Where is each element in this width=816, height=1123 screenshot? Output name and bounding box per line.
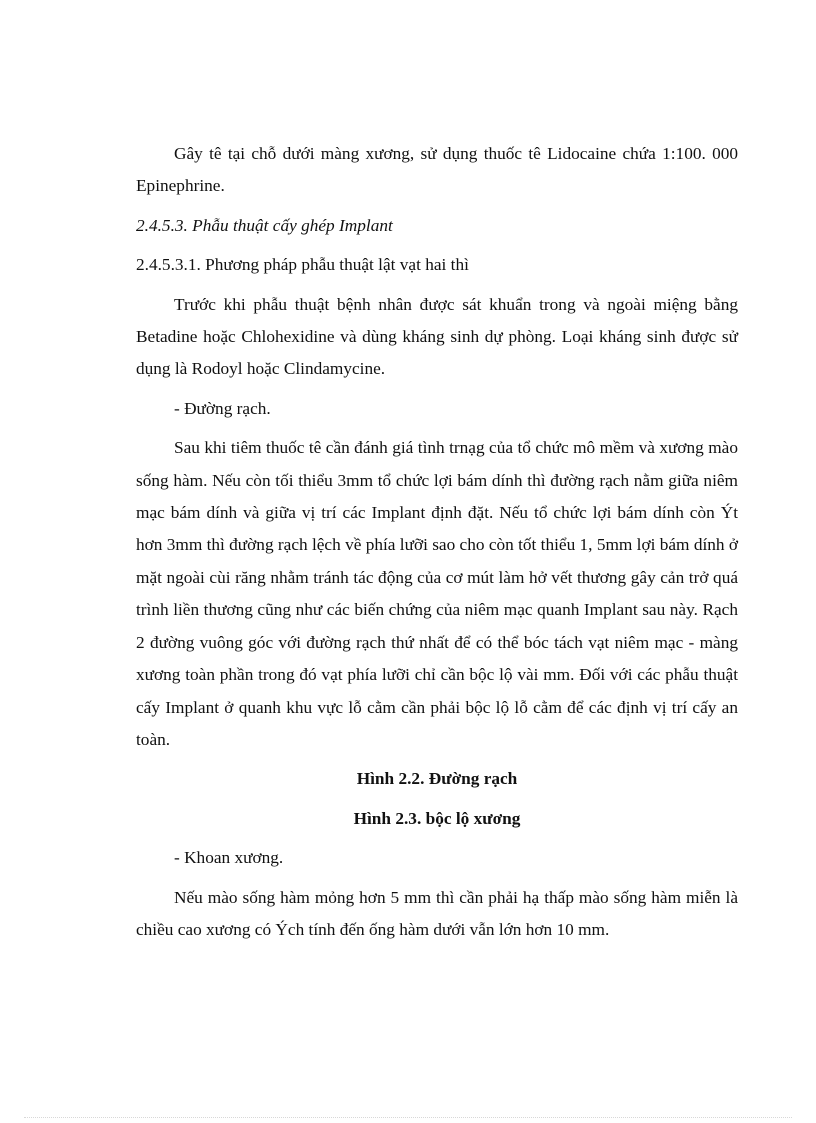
- list-item-incision: - Đường rạch.: [174, 398, 271, 418]
- figure-caption-2-2: Hình 2.2. Đường rạch: [356, 769, 518, 789]
- page-bottom-divider: [24, 1117, 792, 1118]
- list-item-drilling: - Khoan xương.: [174, 848, 284, 868]
- subsection-heading: 2.4.5.3.1. Phương pháp phẫu thuật lật vạt hai thì: [136, 255, 469, 275]
- paragraph-incision: Sau khi tiêm thuốc tê cần đánh giá tình trnạg của tổ chức mô mềm và xương mào sống hàm. Nếu còn tối thiểu 3mm tổ chức lợi bám dính thì đường rạch nằm giữa niêm mạc bám dính và giữa vị trí các Implant định đặt. Nếu tổ chức lợi bám dính còn Ýt hơn 3mm thì đường rạch lệch về phía lưỡi sao cho còn tốt thiểu 1, 5mm lợi bám dính ở mặt ngoài cùi răng nhằm tránh tác động của cơ mút làm hở vết thương gây cản trở quá trình liền thương cũng như các biến chứng của niêm mạc quanh Implant sau này. Rạch 2 đường vuông góc với đường rạch thứ nhất để có thể bóc tách vạt niêm mạc - màng xương toàn phần trong đó vạt phía lưỡi chỉ cần bộc lộ vài mm. Đối với các phẫu thuật cấy Implant ở quanh khu vực lỗ cằm cần phải bộc lộ lỗ cằm để các định vị trí cấy an toàn.: [136, 438, 738, 749]
- paragraph-anesthesia: Gây tê tại chỗ dưới màng xương, sử dụng thuốc tê Lidocaine chứa 1:100. 000 Epinephrine.: [136, 144, 738, 196]
- section-heading: 2.4.5.3. Phẫu thuật cấy ghép Implant: [136, 215, 393, 235]
- paragraph-drilling: Nếu mào sống hàm mỏng hơn 5 mm thì cần phải hạ thấp mào sống hàm miễn là chiều cao xương có Ých tính đến ống hàm dưới vẫn lớn hơn 10 mm.: [136, 887, 738, 939]
- paragraph-disinfection: Trước khi phẫu thuật bệnh nhân được sát khuẩn trong và ngoài miệng bằng Betadine hoặc Chlohexidine và dùng kháng sinh dự phòng. Loại kháng sinh được sử dụng là Rodoyl hoặc Clindamycine.: [136, 294, 738, 379]
- document-page: [136, 138, 738, 946]
- figure-caption-2-3: Hình 2.3. bộc lộ xương: [353, 808, 521, 828]
